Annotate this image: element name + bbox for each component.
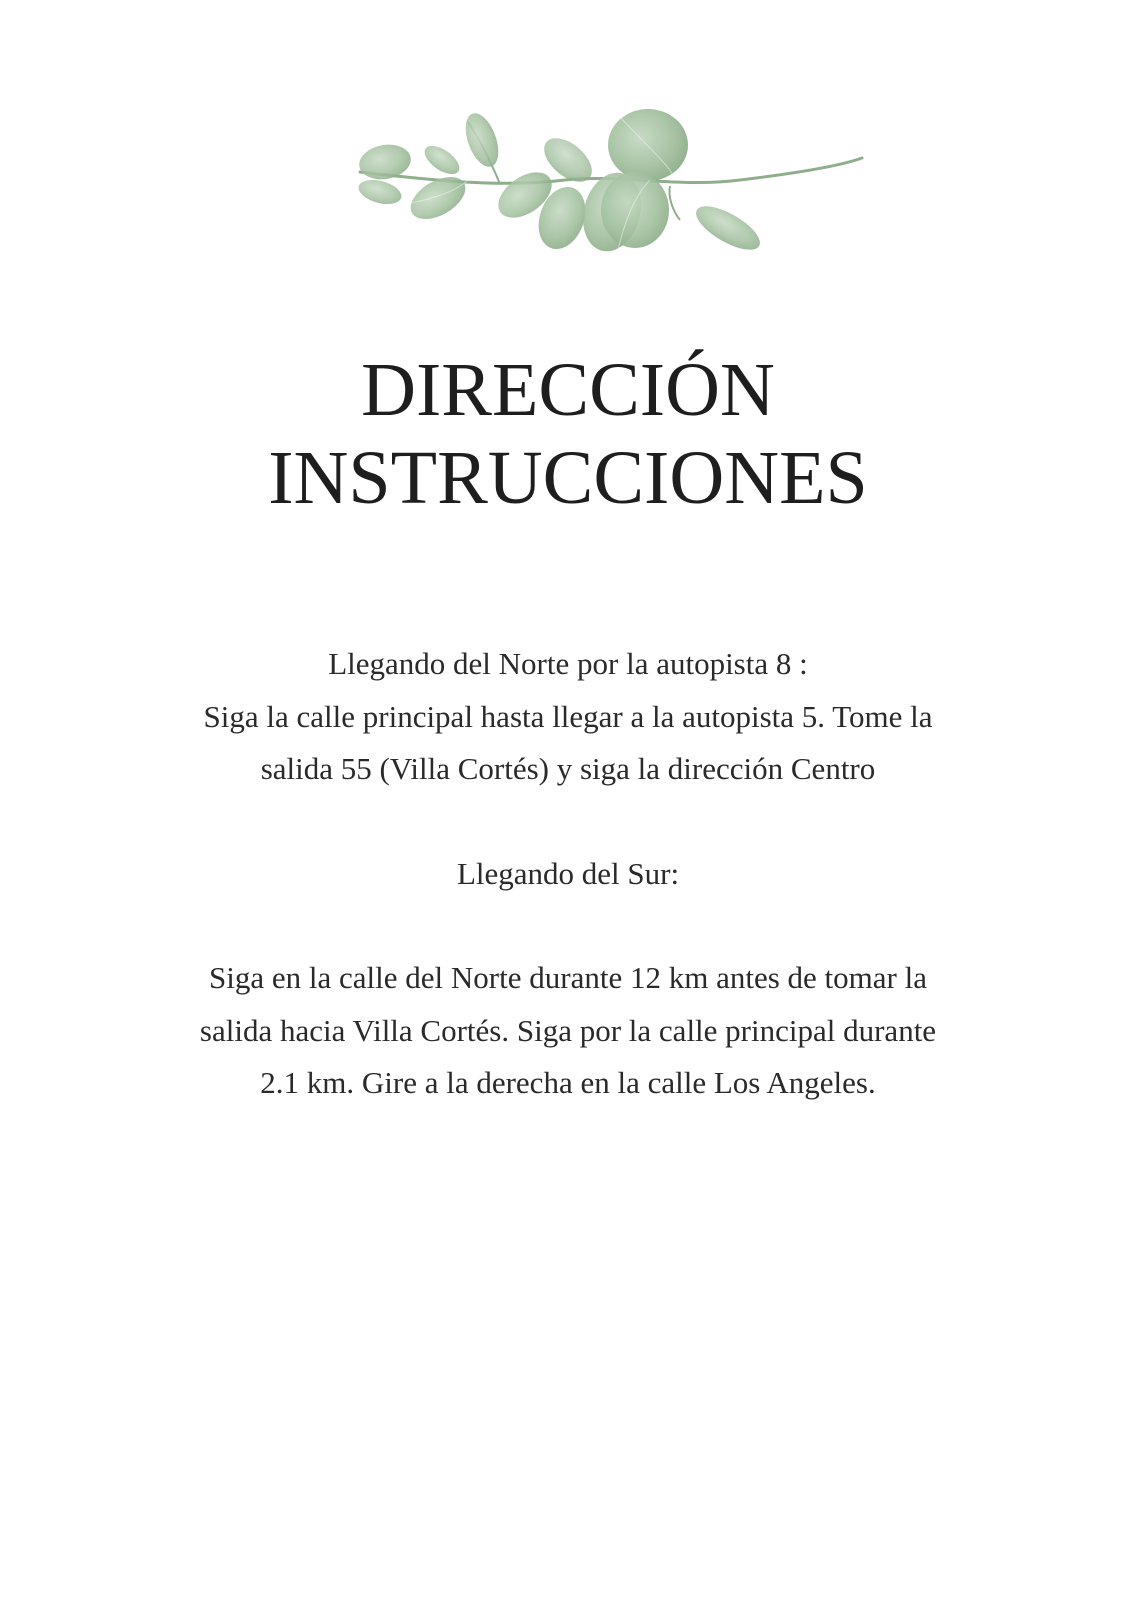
spacer	[100, 900, 1036, 952]
spacer	[100, 796, 1036, 848]
eucalyptus-branch-icon	[350, 100, 890, 270]
page-title	[0, 346, 1136, 522]
north-text-line: salida 55 (Villa Cortés) y siga la dirección Centro	[260, 751, 876, 786]
north-heading: Llegando del Norte por la autopista 8 :	[328, 646, 808, 681]
south-text-line: 2.1 km. Gire a la derecha en la calle Los Angeles.	[260, 1065, 876, 1100]
title-line-2: INSTRUCCIONES	[268, 436, 868, 520]
title-line-1: DIRECCIÓN	[361, 348, 775, 432]
south-heading: Llegando del Sur:	[456, 855, 680, 891]
south-text-line: salida hacia Villa Cortés. Siga por la calle principal durante	[199, 1012, 937, 1048]
north-text-line: Siga la calle principal hasta llegar a la autopista 5. Tome la	[203, 698, 933, 734]
south-heading-paragraph	[100, 848, 1036, 901]
south-directions	[100, 952, 1036, 1110]
north-directions	[100, 638, 1036, 796]
south-text-line: Siga en la calle del Norte durante 12 km antes de tomar la	[209, 960, 927, 995]
directions-body	[100, 638, 1036, 1110]
